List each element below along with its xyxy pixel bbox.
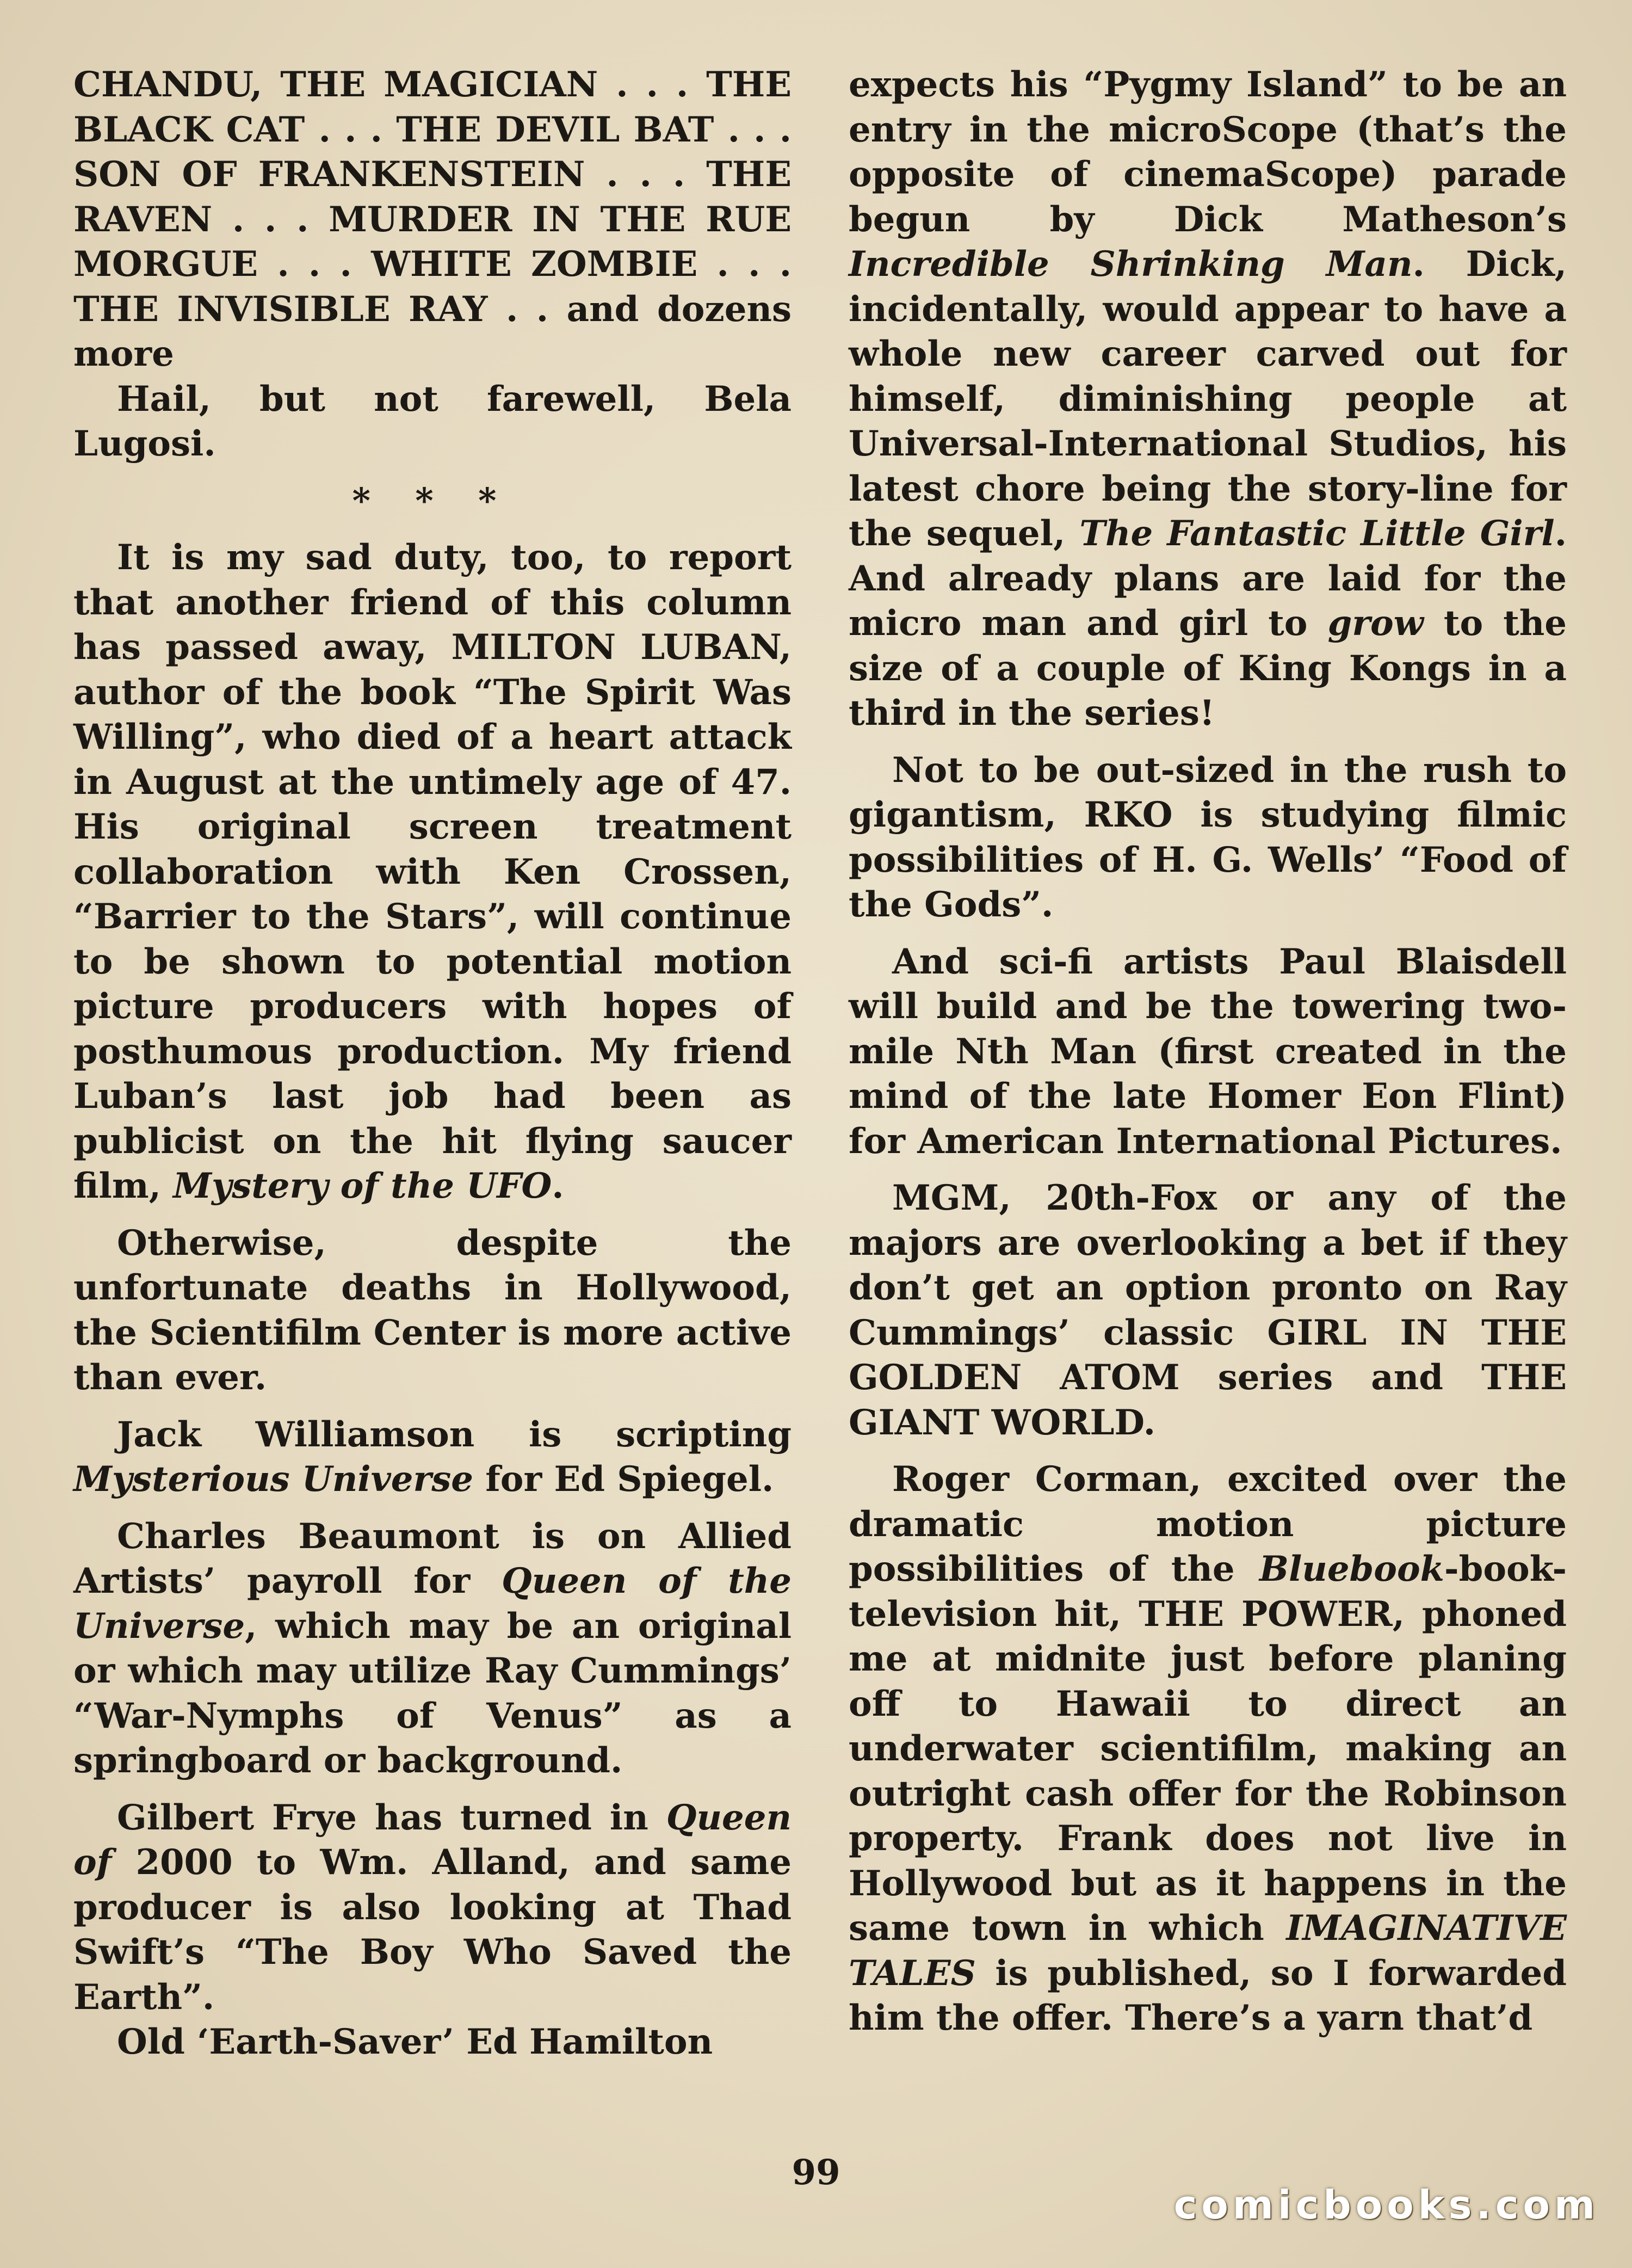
watermark: comicbooks.com xyxy=(1173,2182,1599,2228)
paragraph-hamilton: Old ‘Earth-Saver’ Ed Hamilton xyxy=(117,2022,713,2062)
film-title: The Fantastic Little Girl xyxy=(1079,513,1555,554)
paragraph-luban: It is my sad duty, too, to report that another friend of this column has passed away, MILTON LUBAN, author of the book “The Spirit Was Willing”, who died of a heart attack in August at the untimely age of 47. His original screen treatment collaboration with Ken Crossen, “Barrier to the Stars”, will continue to be shown to potential motion picture producers with hopes of posthumous production. My friend Luban’s last job had been as publicist on the hit flying saucer film, Mystery of the UFO. xyxy=(73,537,792,1206)
paragraph-mgm: MGM, 20th-Fox or any of the majors are overlooking a bet if they don’t get an option pronto on Ray Cummings’ classic GIRL IN THE GOLDEN ATOM series and THE GIANT WORLD. xyxy=(849,1178,1567,1443)
paragraph-otherwise: Otherwise, despite the unfortunate deaths in Hollywood, the Scientifilm Center is more active than ever. xyxy=(73,1222,792,1398)
paragraph-pygmy: expects his “Pygmy Island” to be an entry in the microScope (that’s the opposite of cinemaScope) parade begun by Dick Matheson’s Incredible Shrinking Man. Dick, incidentally, would appear to have a whole new career carved out for himself, diminishing people at Universal-International Studios, his latest chore being the story-line for the sequel, The Fantastic Little Girl. And already plans are laid for the micro man and girl to grow to the size of a couple of King Kongs in a third in the series! xyxy=(849,64,1567,734)
magazine-title: IMAGINATIVE TALES xyxy=(849,1908,1567,1994)
paragraph-williamson: Jack Williamson is scripting Mysterious Universe for Ed Spiegel. xyxy=(73,1414,792,1500)
film-list: CHANDU, THE MAGICIAN . . . THE BLACK CAT . . . THE DEVIL BAT . . . SON OF FRANKENSTEIN . . . THE RAVEN . . . MURDER IN THE RUE MORGUE . . . WHITE ZOMBIE . . . THE INVISIBLE RAY . . and dozens more xyxy=(73,64,792,374)
section-separator: * * * xyxy=(352,480,513,521)
paragraph-frye: Gilbert Frye has turned in Queen of 2000 to Wm. Alland, and same producer is also looking at Thad Swift’s “The Boy Who Saved the Earth”. xyxy=(73,1797,792,2018)
film-title: Mysterious Universe xyxy=(73,1459,473,1500)
film-title: Queen of the Universe xyxy=(73,1561,792,1647)
film-title: Mystery of the UFO xyxy=(173,1166,552,1206)
emphasis: grow xyxy=(1327,603,1424,644)
right-column xyxy=(849,63,1567,2053)
paragraph-rko: Not to be out-sized in the rush to gigantism, RKO is studying filmic possibilities of H. G. Wells’ “Food of the Gods”. xyxy=(849,749,1567,925)
page-number: 99 xyxy=(792,2152,840,2193)
paragraph-beaumont: Charles Beaumont is on Allied Artists’ payroll for Queen of the Universe, which may be an original or which may utilize Ray Cummings’ “War-Nymphs of Venus” as a springboard or background. xyxy=(73,1515,792,1781)
paragraph-blaisdell: And sci-fi artists Paul Blaisdell will build and be the towering two-mile Nth Man (first created in the mind of the late Homer Eon Flint) for American International Pictures. xyxy=(849,941,1567,1162)
film-title: Queen of xyxy=(73,1797,792,1883)
paragraph-hail: Hail, but not farewell, Bela Lugosi. xyxy=(73,378,792,464)
publication-title: Bluebook xyxy=(1259,1549,1444,1589)
film-title: Incredible Shrinking Man xyxy=(849,244,1413,285)
paragraph-corman: Roger Corman, excited over the dramatic motion picture possibilities of the Bluebook-book-television hit, THE POWER, phoned me at midnite just before planing off to Hawaii to direct an underwater scientifilm, making an outright cash offer for the Robinson property. Frank does not live in Hollywood but as it happens in the same town in which IMAGINATIVE TALES is published, so I forwarded him the offer. There’s a yarn that’d xyxy=(849,1459,1567,2038)
left-column xyxy=(73,63,792,2077)
